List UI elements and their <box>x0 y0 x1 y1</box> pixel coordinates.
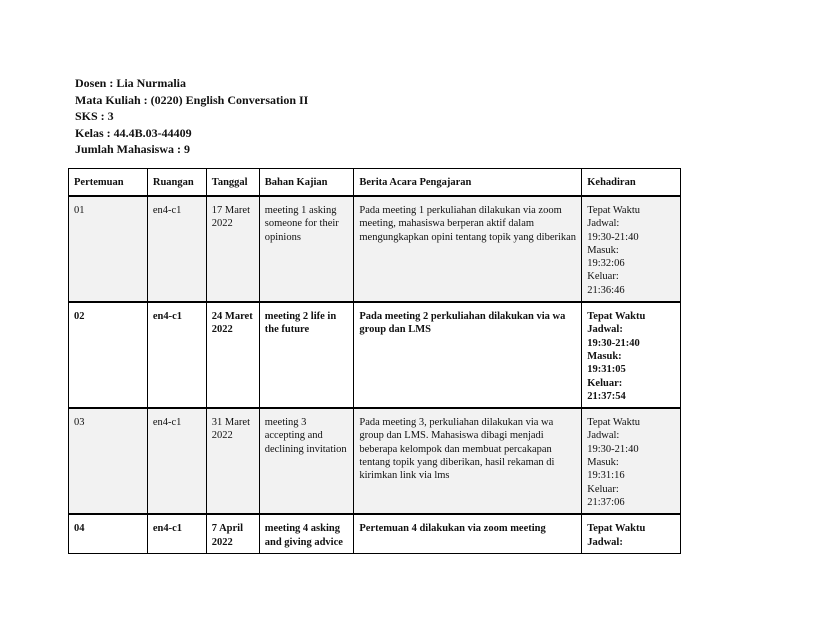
course-header <box>75 75 308 158</box>
cell-kehadiran: Tepat Waktu Jadwal: <box>582 514 681 553</box>
column-header-pertemuan: Pertemuan <box>69 169 148 197</box>
cell-pertemuan: 01 <box>69 196 148 302</box>
cell-berita-acara: Pertemuan 4 dilakukan via zoom meeting <box>354 514 582 553</box>
table-row <box>69 408 681 514</box>
dosen-label: Dosen : Lia Nurmalia <box>75 76 186 90</box>
cell-tanggal: 31 Maret 2022 <box>206 408 259 514</box>
cell-tanggal: 7 April 2022 <box>206 514 259 553</box>
column-header-kehadiran: Kehadiran <box>582 169 681 197</box>
cell-ruangan: en4-c1 <box>147 514 206 553</box>
cell-kehadiran: Tepat Waktu Jadwal: 19:30-21:40 Masuk: 19:31:16 Keluar: 21:37:06 <box>582 408 681 514</box>
cell-ruangan: en4-c1 <box>147 302 206 408</box>
cell-bahan-kajian: meeting 1 asking someone for their opinions <box>259 196 354 302</box>
cell-kehadiran: Tepat Waktu Jadwal: 19:30-21:40 Masuk: 19:32:06 Keluar: 21:36:46 <box>582 196 681 302</box>
table-header-row <box>69 169 681 197</box>
cell-pertemuan: 02 <box>69 302 148 408</box>
cell-pertemuan: 03 <box>69 408 148 514</box>
cell-bahan-kajian: meeting 3 accepting and declining invitation <box>259 408 354 514</box>
column-header-berita-acara: Berita Acara Pengajaran <box>354 169 582 197</box>
cell-ruangan: en4-c1 <box>147 408 206 514</box>
cell-tanggal: 24 Maret 2022 <box>206 302 259 408</box>
cell-tanggal: 17 Maret 2022 <box>206 196 259 302</box>
cell-bahan-kajian: meeting 4 asking and giving advice <box>259 514 354 553</box>
column-header-ruangan: Ruangan <box>147 169 206 197</box>
cell-bahan-kajian: meeting 2 life in the future <box>259 302 354 408</box>
cell-berita-acara: Pada meeting 1 perkuliahan dilakukan via zoom meeting, mahasiswa berperan aktif dalam mengungkapkan opini tentang topik yang diberikan <box>354 196 582 302</box>
mata-kuliah-label: Mata Kuliah : (0220) English Conversation II <box>75 92 309 107</box>
cell-kehadiran: Tepat Waktu Jadwal: 19:30-21:40 Masuk: 19:31:05 Keluar: 21:37:54 <box>582 302 681 408</box>
table-row <box>69 302 681 408</box>
jumlah-mahasiswa-label: Jumlah Mahasiswa : 9 <box>75 142 191 157</box>
cell-pertemuan: 04 <box>69 514 148 553</box>
column-header-bahan-kajian: Bahan Kajian <box>259 169 354 197</box>
cell-ruangan: en4-c1 <box>147 196 206 302</box>
cell-berita-acara: Pada meeting 3, perkuliahan dilakukan via wa group dan LMS. Mahasiswa dibagi menjadi beberapa kelompok dan membuat percakapan tentang topik yang diberikan, hasil rekaman di kirimkan link via lms <box>354 408 582 514</box>
sks-label: SKS : 3 <box>75 109 114 124</box>
table-row <box>69 196 681 302</box>
attendance-table <box>68 168 681 554</box>
cell-berita-acara: Pada meeting 2 perkuliahan dilakukan via wa group dan LMS <box>354 302 582 408</box>
table-row <box>69 514 681 553</box>
column-header-tanggal: Tanggal <box>206 169 259 197</box>
kelas-label: Kelas : 44.4B.03-44409 <box>75 125 192 140</box>
